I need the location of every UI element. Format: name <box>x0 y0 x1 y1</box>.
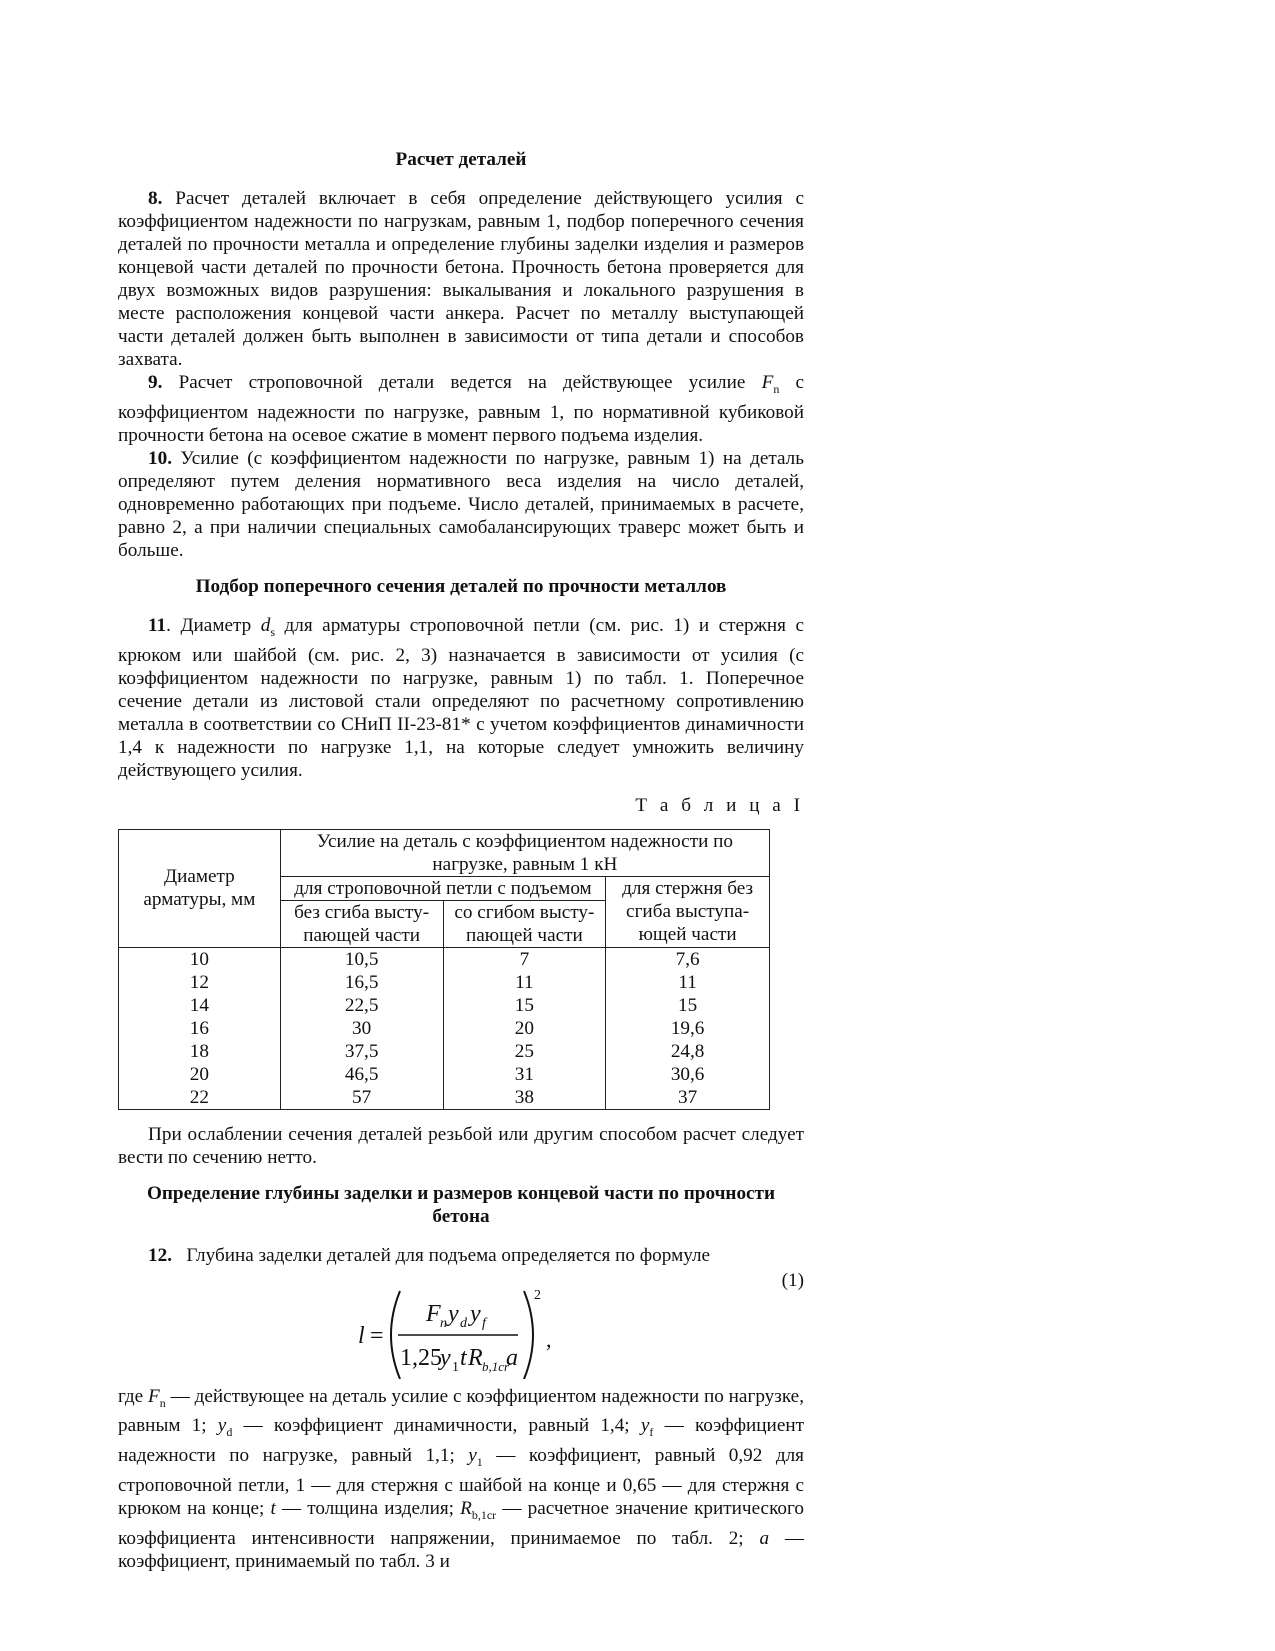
variable-d: d <box>260 614 271 636</box>
cell: 10 <box>119 947 281 971</box>
table-caption: Т а б л и ц а I <box>635 794 804 816</box>
paragraph-text: Расчет строповочной детали ведется на действующее усилие <box>178 372 746 393</box>
header-diameter: Диаметр арматуры, мм <box>119 829 281 947</box>
formula-equals: = <box>370 1322 384 1349</box>
formula-yf-sub: f <box>482 1315 486 1331</box>
paragraph-number: 9. <box>148 372 163 393</box>
paragraph-10 <box>118 447 804 562</box>
variable-subscript: s <box>270 624 275 639</box>
variable-subscript: n <box>773 381 780 396</box>
cell: 37 <box>606 1086 770 1110</box>
section-title-concrete: Определение глубины заделки и размеров концевой части по прочности бетона <box>146 1182 776 1227</box>
formula-t: t <box>460 1344 467 1371</box>
header-force: Усилие на деталь с коэффициентом надежности по нагрузке, равным 1 кН <box>280 829 769 876</box>
cell: 46,5 <box>280 1063 443 1086</box>
cell: 15 <box>443 994 606 1017</box>
variable-F: F <box>761 372 774 393</box>
paragraph-number: 12. <box>148 1244 172 1266</box>
paragraph-where: где $F_n$ — действующее на деталь усилие с коэффициентом надежности по нагрузке, равным 1; $y_d$ — коэффициент динамичности, равный 1,4; $y_f$ — коэффициент надежности по нагрузке, равный 1,1; $y_1$ — коэффициент, равный 0,92 для строповочной петли, 1 — для стержня с шайбой на конце и 0,65 — для стержня с крюком на конце; t — толщина изделия; $R_{b,1cr}$ — расчетное значение критического коэффициента интенсивности напряжении, принимаемое по табл. 2; a — коэффициент, принимаемый по табл. 3 и <box>118 1385 805 1572</box>
document-page <box>118 148 804 1573</box>
header-loop: для строповочной петли с подъемом <box>280 876 605 900</box>
paragraph-text: Расчет деталей включает в себя определение действующего усилия с коэффициентом надежности по нагрузкам, равным 1, подбор поперечного сечения деталей по прочности металла и определение глубины заделки изделия и размеров концевой части деталей по прочности бетона. Прочность бетона проверяется для двух возможных видов разрушения: выкалывания и локального разрушения в месте расположения концевой части анкера. Расчет по металлу выступающей части деталей должен быть выполнен в зависимости от типа детали и способов захвата. <box>118 188 805 370</box>
formula-F: F <box>426 1300 441 1327</box>
formula-y1: y <box>440 1344 451 1371</box>
table-row <box>119 1017 770 1040</box>
cell: 57 <box>280 1086 443 1110</box>
paragraph-net-section: При ослаблении сечения деталей резьбой или другим способом расчет следует вести по сечению нетто. <box>118 1123 804 1168</box>
formula-R-sub: b,1cr <box>482 1358 510 1374</box>
cell: 7 <box>443 947 606 971</box>
cell: 7,6 <box>606 947 770 971</box>
formula-block <box>118 1269 804 1377</box>
cell: 16 <box>119 1017 281 1040</box>
cell: 18 <box>119 1040 281 1063</box>
cell: 20 <box>119 1063 281 1086</box>
paragraph-12 <box>118 1244 804 1267</box>
cell: 11 <box>606 971 770 994</box>
paragraph-text: Усилие (с коэффициентом надежности по нагрузке, равным 1) на деталь определяют путем деления нормативного веса изделия на число деталей, одновременно работающих при подъеме. Число деталей, принимаемых в расчете, равно 2, а при наличии специальных самобалансирующих траверс может быть и больше. <box>118 447 804 561</box>
formula-lhs: l <box>358 1322 365 1349</box>
header-no-bend: без сгиба высту-пающей части <box>280 900 443 947</box>
right-paren <box>524 1291 533 1379</box>
cell: 30 <box>280 1017 443 1040</box>
table-row <box>119 1086 770 1110</box>
formula-yd: y <box>448 1300 459 1327</box>
section-title-metal: Подбор поперечного сечения деталей по прочности металлов <box>195 575 727 597</box>
formula-yf: y <box>470 1300 481 1327</box>
table-row <box>119 994 770 1017</box>
formula-1 <box>354 1279 574 1379</box>
formula-y1-sub: 1 <box>452 1359 459 1375</box>
table-1 <box>118 829 770 1110</box>
paragraph-9 <box>118 371 804 447</box>
paragraph-text: . Диаметр <box>166 614 252 636</box>
paragraph-text: Глубина заделки деталей для подъема определяется по формуле <box>186 1244 711 1266</box>
table-row <box>119 971 770 994</box>
header-bend: со сгибом высту-пающей части <box>443 900 606 947</box>
cell: 19,6 <box>606 1017 770 1040</box>
paragraph-8 <box>118 187 804 371</box>
formula-R: R <box>468 1344 483 1371</box>
formula-comma: , <box>546 1326 552 1352</box>
cell: 14 <box>119 994 281 1017</box>
table-row <box>119 1040 770 1063</box>
cell: 30,6 <box>606 1063 770 1086</box>
paragraph-text: с коэффициентом надежности по нагрузке, равным 1, по нормативной кубиковой прочности бетона на осевое сжатие в момент первого подъема изделия. <box>118 372 805 446</box>
formula-coef: 1,25 <box>400 1344 442 1371</box>
cell: 31 <box>443 1063 606 1086</box>
cell: 20 <box>443 1017 606 1040</box>
formula-F-sub: n <box>440 1315 447 1331</box>
cell: 38 <box>443 1086 606 1110</box>
table-row <box>119 947 770 971</box>
paragraph-11 <box>118 614 804 782</box>
cell: 25 <box>443 1040 606 1063</box>
formula-yd-sub: d <box>460 1315 467 1331</box>
paragraph-number: 10. <box>148 447 172 469</box>
cell: 37,5 <box>280 1040 443 1063</box>
cell: 11 <box>443 971 606 994</box>
cell: 15 <box>606 994 770 1017</box>
formula-a: a <box>506 1344 518 1371</box>
section-title-calculation: Расчет деталей <box>395 149 527 170</box>
cell: 24,8 <box>606 1040 770 1063</box>
formula-power: 2 <box>534 1287 541 1303</box>
cell: 22,5 <box>280 994 443 1017</box>
paragraph-number: 11 <box>148 614 167 636</box>
cell: 10,5 <box>280 947 443 971</box>
cell: 12 <box>119 971 281 994</box>
equation-number: (1) <box>781 1269 804 1291</box>
table-row <box>119 1063 770 1086</box>
cell: 16,5 <box>280 971 443 994</box>
paragraph-text: для арматуры строповочной петли (см. рис. 1) и стержня с крюком или шайбой (см. рис. 2, 3) назначается в зависимости от усилия (с коэффициентом надежности по нагрузке, равным 1) по табл. 1. Поперечное сечение детали из листовой стали определяют по расчетному сопротивлению металла в соответствии со СНиП II-23-81* с учетом коэффициентов динамичности 1,4 к надежности по нагрузке 1,1, на которые следует умножить величину действующего усилия. <box>118 614 805 781</box>
header-rod: для стержня без сгиба выступа-ющей части <box>606 876 770 947</box>
paragraph-number: 8. <box>148 188 163 209</box>
cell: 22 <box>119 1086 281 1110</box>
